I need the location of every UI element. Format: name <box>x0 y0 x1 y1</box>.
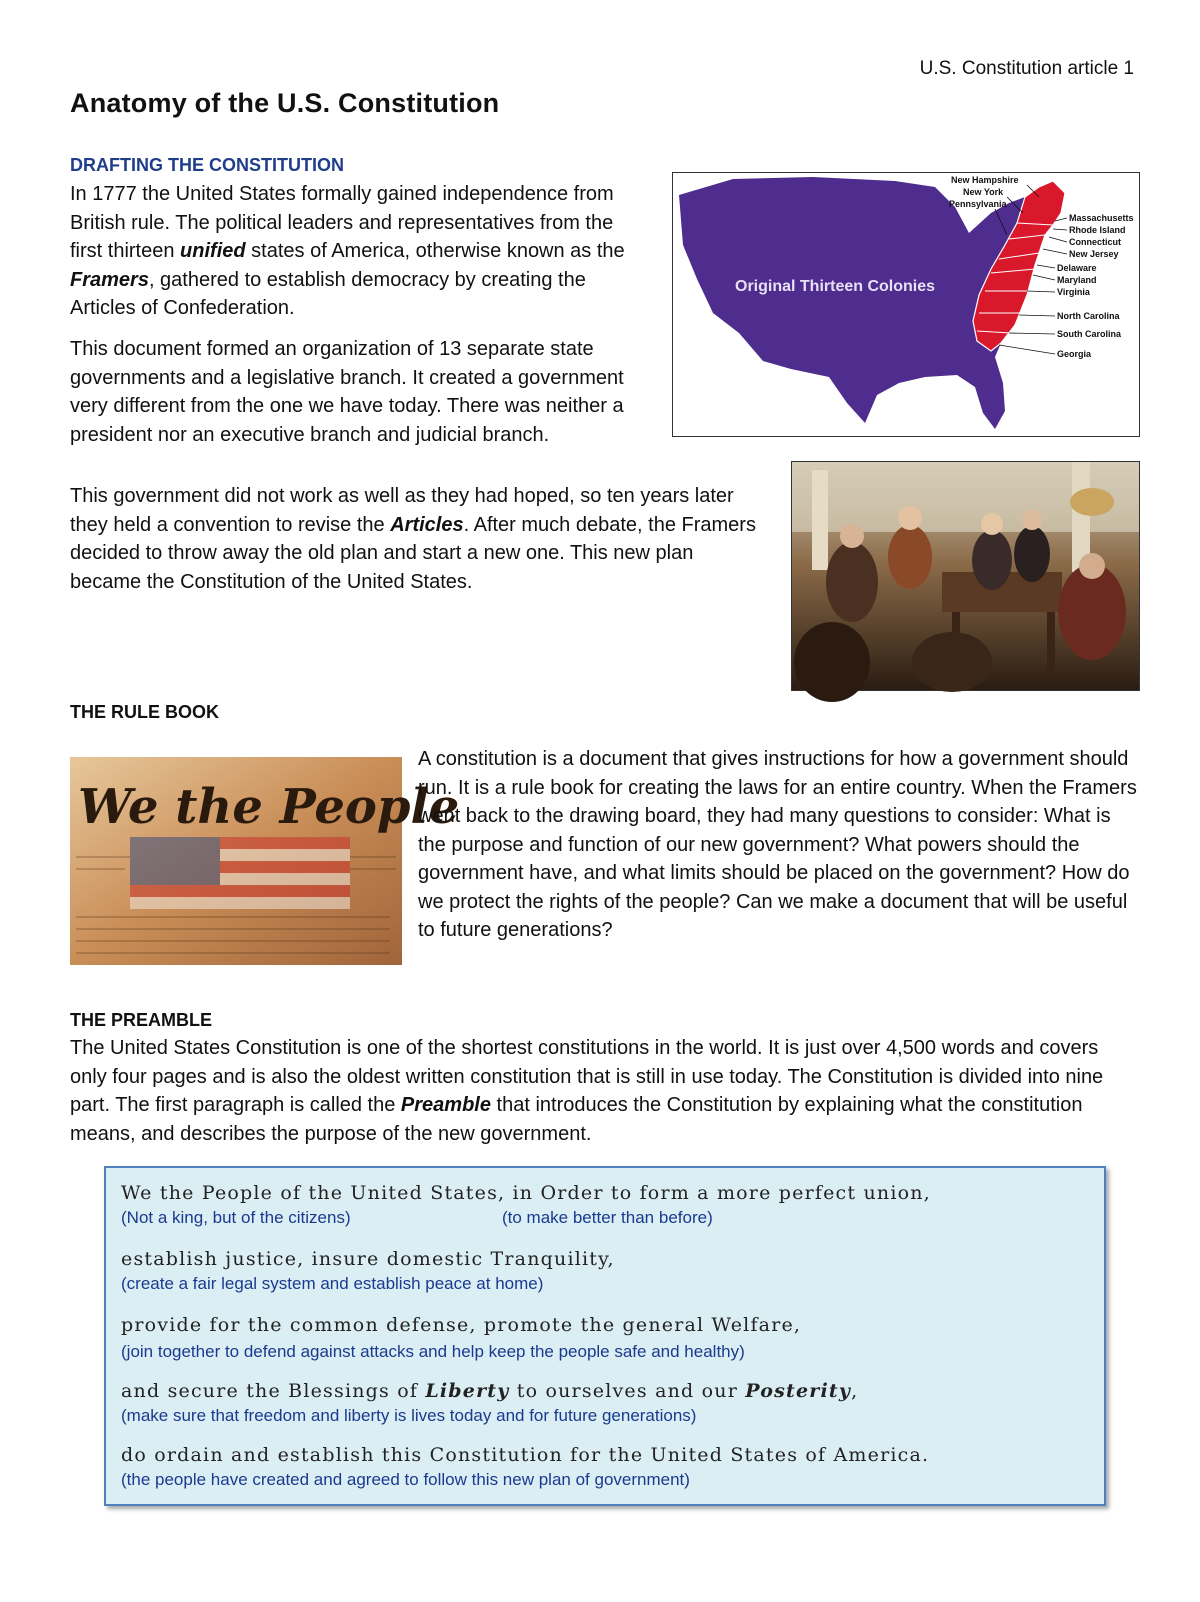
preamble-heading: THE PREAMBLE <box>70 1010 213 1030</box>
preamble-box <box>104 1166 1106 1506</box>
map-title: Original Thirteen Colonies <box>735 278 936 295</box>
map-label-pennsylvania: Pennsylvania <box>949 199 1007 209</box>
map-label-new-york: New York <box>963 187 1004 197</box>
map-label-massachusetts: Massachusetts <box>1069 213 1134 223</box>
header-label: U.S. Constitution article 1 <box>919 58 1134 79</box>
map-label-delaware: Delaware <box>1057 263 1097 273</box>
preamble-note-1b: (to make better than before) <box>502 1208 713 1227</box>
page-title: Anatomy of the U.S. Constitution <box>70 88 500 118</box>
painting-graphic <box>792 462 1139 690</box>
drafting-paragraph-1: In 1777 the United States formally gained independence from British rule. The political leaders and representatives from the first thirteen unified states of America, otherwise known as the Framers, gathered to establish democracy by creating the Articles of Confederation. <box>70 183 625 319</box>
preamble-line-5: do ordain and establish this Constitution for the United States of America. <box>121 1444 930 1466</box>
preamble-line-4: and secure the Blessings of Liberty to ourselves and our Posterity, <box>121 1380 859 1402</box>
preamble-note-2: (create a fair legal system and establish peace at home) <box>121 1274 544 1293</box>
map-label-maryland: Maryland <box>1057 275 1097 285</box>
preamble-note-1a: (Not a king, but of the citizens) <box>121 1208 351 1227</box>
preamble-paragraph: The United States Constitution is one of the shortest constitutions in the world. It is just over 4,500 words and covers only four pages and is also the oldest written constitution that is still in use today. The Constitution is divided into nine part. The first paragraph is called the Preamble that introduces the Constitution by explaining what the constitution means, and describes the purpose of the new government. <box>70 1037 1104 1145</box>
preamble-note-3: (join together to defend against attacks and help keep the people safe and healthy) <box>121 1342 745 1361</box>
we-the-people-script: We the People <box>78 779 460 835</box>
map-label-connecticut: Connecticut <box>1069 237 1122 247</box>
map-label-georgia: Georgia <box>1057 349 1092 359</box>
map-label-new-jersey: New Jersey <box>1069 249 1119 259</box>
map-label-rhode-island: Rhode Island <box>1069 225 1126 235</box>
map-label-south-carolina: South Carolina <box>1057 329 1122 339</box>
rulebook-heading: THE RULE BOOK <box>70 702 220 722</box>
preamble-line-1: We the People of the United States, in Order to form a more perfect union, <box>121 1182 931 1204</box>
drafting-heading: DRAFTING THE CONSTITUTION <box>70 155 344 175</box>
map-label-virginia: Virginia <box>1057 287 1090 297</box>
we-the-people-graphic <box>70 757 460 965</box>
thirteen-colonies-map <box>672 172 1140 437</box>
rulebook-paragraph: A constitution is a document that gives instructions for how a government should run. It is a rule book for creating the laws for an entire country. When the Framers went back to the drawing board, they had many questions to consider: What is the purpose and function of our new government? What powers should the government have, and what limits should be placed on the government? How do we protect the rights of the people? Can we make a document that will be useful to future generations? <box>418 748 1137 941</box>
map-label-new-hampshire: New Hampshire <box>951 175 1019 185</box>
colonies-map-graphic <box>673 173 1139 436</box>
preamble-note-4: (make sure that freedom and liberty is lives today and for future generations) <box>121 1406 697 1425</box>
flag-overlay <box>130 837 350 909</box>
map-label-north-carolina: North Carolina <box>1057 311 1120 321</box>
preamble-line-3: provide for the common defense, promote the general Welfare, <box>121 1314 802 1336</box>
preamble-line-2: establish justice, insure domestic Tranquility, <box>121 1248 615 1270</box>
drafting-paragraph-2: This document formed an organization of 13 separate state governments and a legislative branch. It created a government very different from the one we have today. There was neither a president nor an executive branch and judicial branch. <box>70 338 624 446</box>
preamble-note-5: (the people have created and agreed to follow this new plan of government) <box>121 1470 690 1489</box>
we-the-people-image <box>70 757 460 965</box>
constitutional-convention-painting <box>791 461 1140 691</box>
drafting-paragraph-3: This government did not work as well as they had hoped, so ten years later they held a convention to revise the Articles. After much debate, the Framers decided to throw away the old plan and start a new one. This new plan became the Constitution of the United States. <box>70 485 756 593</box>
